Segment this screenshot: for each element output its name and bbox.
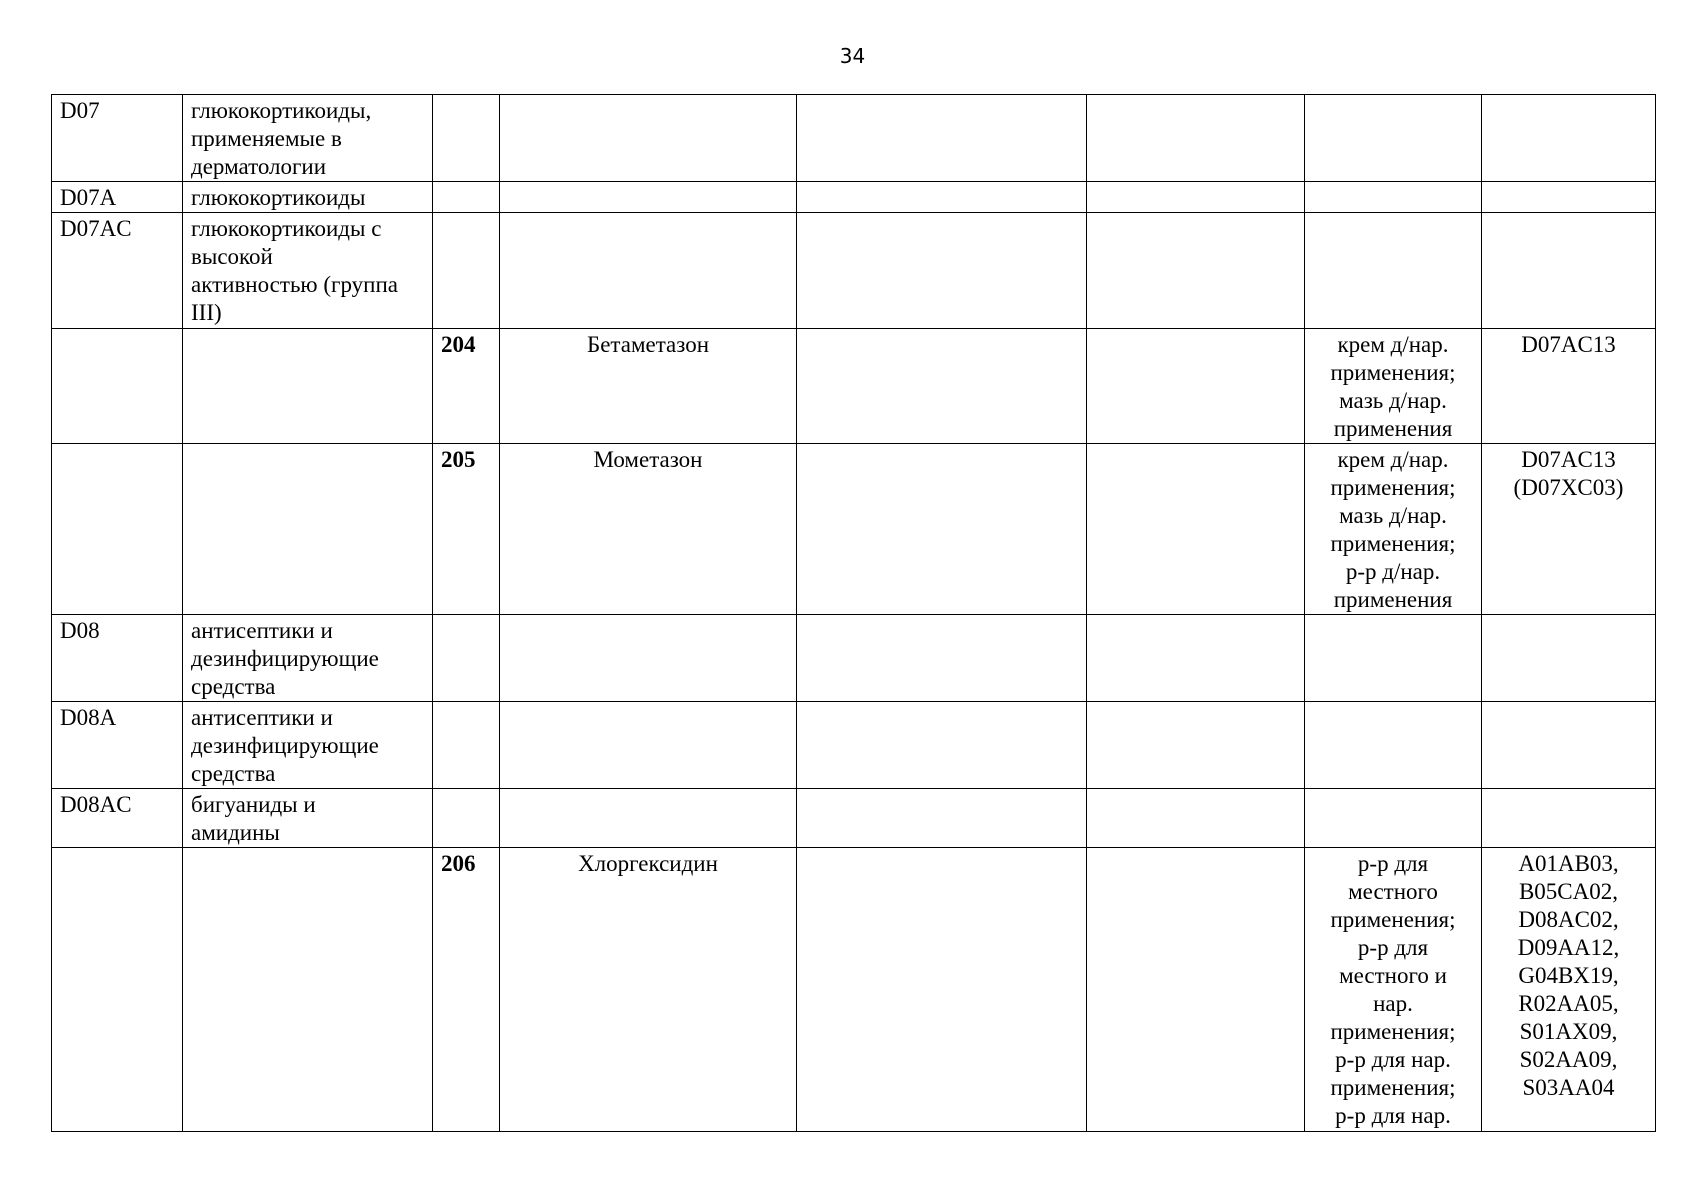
- dosage-form: р-р для местного применения; р-р для местного и нар. применения; р-р для нар. применения; р-р для нар.: [1305, 848, 1482, 1132]
- atc-code: D07AC13 (D07XC03): [1482, 444, 1656, 615]
- table-row: [52, 95, 1656, 182]
- table-row: [52, 182, 1656, 213]
- atc-group-code: D07: [52, 95, 183, 182]
- drug-name: Хлоргексидин: [500, 848, 797, 1132]
- atc-code: A01AB03, B05CA02, D08AC02, D09AA12, G04BX19, R02AA05, S01AX09, S02AA09, S03AA04: [1482, 848, 1656, 1132]
- table-row: [52, 444, 1656, 615]
- atc-code: D07AC13: [1482, 329, 1656, 444]
- drug-name: Бетаметазон: [500, 329, 797, 444]
- page-number: 34: [839, 44, 866, 68]
- atc-group-name: глюкокортикоиды с высокой активностью (группа III): [183, 213, 433, 329]
- table-row: [52, 615, 1656, 702]
- dosage-form: крем д/нар. применения; мазь д/нар. применения: [1305, 329, 1482, 444]
- table-row: [52, 789, 1656, 848]
- drug-name: Мометазон: [500, 444, 797, 615]
- atc-group-name: глюкокортикоиды: [183, 182, 433, 213]
- atc-group-code: D08A: [52, 702, 183, 789]
- drug-number: 205: [433, 444, 500, 615]
- table-row: [52, 848, 1656, 1132]
- atc-group-name: глюкокортикоиды, применяемые в дерматологии: [183, 95, 433, 182]
- table-row: [52, 213, 1656, 329]
- atc-group-code: D07A: [52, 182, 183, 213]
- table-row: [52, 702, 1656, 789]
- atc-group-code: D08AC: [52, 789, 183, 848]
- atc-group-name: антисептики и дезинфицирующие средства: [183, 702, 433, 789]
- atc-group-name: бигуаниды и амидины: [183, 789, 433, 848]
- table-row: [52, 329, 1656, 444]
- drug-table: [51, 94, 1656, 1132]
- atc-group-code: D08: [52, 615, 183, 702]
- drug-number: 206: [433, 848, 500, 1132]
- dosage-form: крем д/нар. применения; мазь д/нар. применения; р-р д/нар. применения: [1305, 444, 1482, 615]
- atc-group-code: D07AC: [52, 213, 183, 329]
- drug-number: 204: [433, 329, 500, 444]
- atc-group-name: антисептики и дезинфицирующие средства: [183, 615, 433, 702]
